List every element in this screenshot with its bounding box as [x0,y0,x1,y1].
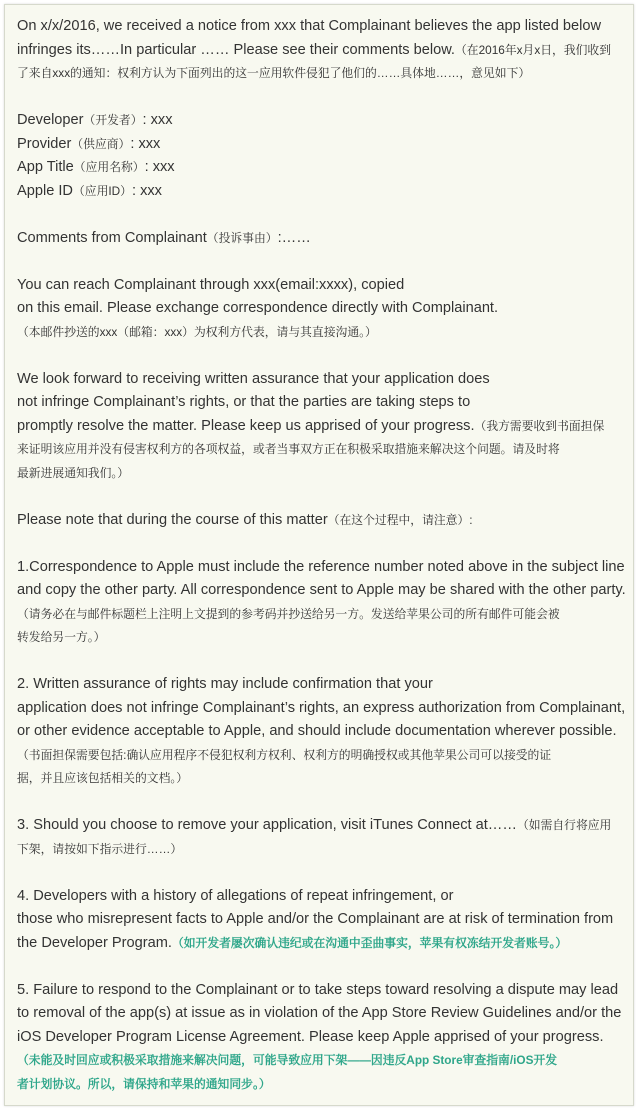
item-5-highlight-2: 者计划协议。所以，请保持和苹果的通知同步。） [17,1076,271,1091]
field-app-title: App Title（应用名称）: xxx [17,159,175,175]
field-provider: Provider（供应商）: xxx [17,135,161,152]
item-4: 4. Developers with a history of allegations of repeat infringement, or those who misrepresent facts to Apple and/or the Complainant are at risk of termination from the Developer Program.（如开发者屡次确认违纪或在沟通中歪曲事实，苹果有权冻结开发者账号。） [17,887,614,951]
intro-line-2-cn: （在2016年x月x日，我们收到 [455,42,612,57]
app-fields [17,109,623,203]
item-2: 2. Written assurance of rights may include confirmation that your application does not infringe Complainant’s rights, an express authorization from Complainant, or other evidence acceptable to Apple, and should include documentation wherever possible. （书面担保需要包括:确认应用程序不侵犯权利方权利、权利方的明确授权或其他苹果公司可以接受的证 据，并且应该包括相关的文档。） [17,676,626,785]
intro-paragraph [17,15,623,86]
note-line: Please note that during the course of this matter（在这个过程中，请注意）: [17,511,473,528]
assurance-paragraph: We look forward to receiving written assurance that your application does not infringe Complainant’s rights, or that the parties are taking steps to promptly resolve the matter. Please keep us apprised of your progress.（我方需要收到书面担保 来证明该应用并没有侵害权利方的各项权益，或者当事双方正在积极采取措施来解决这个问题。请及时将 最新进展通知我们。） [17,370,605,480]
item-1: 1.Correspondence to Apple must include the reference number noted above in the subject line and copy the other party. All correspondence sent to Apple may be shared with the other party. （请务必在与邮件标题栏上注明上文提到的参考码并抄送给另一方。发送给苹果公司的所有邮件可能会被 转发给另一方。） [17,558,626,644]
field-developer: Developer（开发者）: xxx [17,112,173,128]
intro-line-3-cn: 了来自xxx的通知：权利方认为下面列出的这一应用软件侵犯了他们的……具体地……，意见如下） [17,66,531,80]
item-3: 3. Should you choose to remove your application, visit iTunes Connect at……（如需自行将应用 下架，请按如下指示进行……） [17,817,612,856]
item-5: 5. Failure to respond to the Complainant or to take steps toward resolving a dispute may lead to removal of the app(s) at issue as in violation of the App Store Review Guidelines and/or the iOS Developer Program License Agreement. Please keep Apple apprised of your progress. （未能及时回应或积极采取措施来解决问题，可能导致应用下架——因违反App Store审查指南/iOS开发 者计划协议。所以，请保持和苹果的通知同步。） [17,979,623,1097]
item-4-highlight: （如开发者屡次确认违纪或在沟通中歪曲事实，苹果有权冻结开发者账号。） [171,935,568,950]
intro-line-2: infringes its……In particular …… Please see their comments below. [17,41,455,58]
contact-paragraph: You can reach Complainant through xxx(email:xxxx), copied on this email. Please exchange correspondence directly with Complainant. （本邮件抄送的xxx（邮箱：xxx）为权利方代表，请与其直接沟通。） [17,276,499,339]
notice-card [4,4,634,1106]
field-apple-id: Apple ID（应用ID）: xxx [17,182,162,199]
intro-line-1: On x/x/2016, we received a notice from xxx that Complainant believes the app listed below [17,18,602,34]
comments-line: Comments from Complainant（投诉事由）:…… [17,229,311,246]
item-5-highlight-1: （未能及时回应或积极采取措施来解决问题，可能导致应用下架——因违反App Store审查指南/iOS开发 [17,1053,558,1067]
